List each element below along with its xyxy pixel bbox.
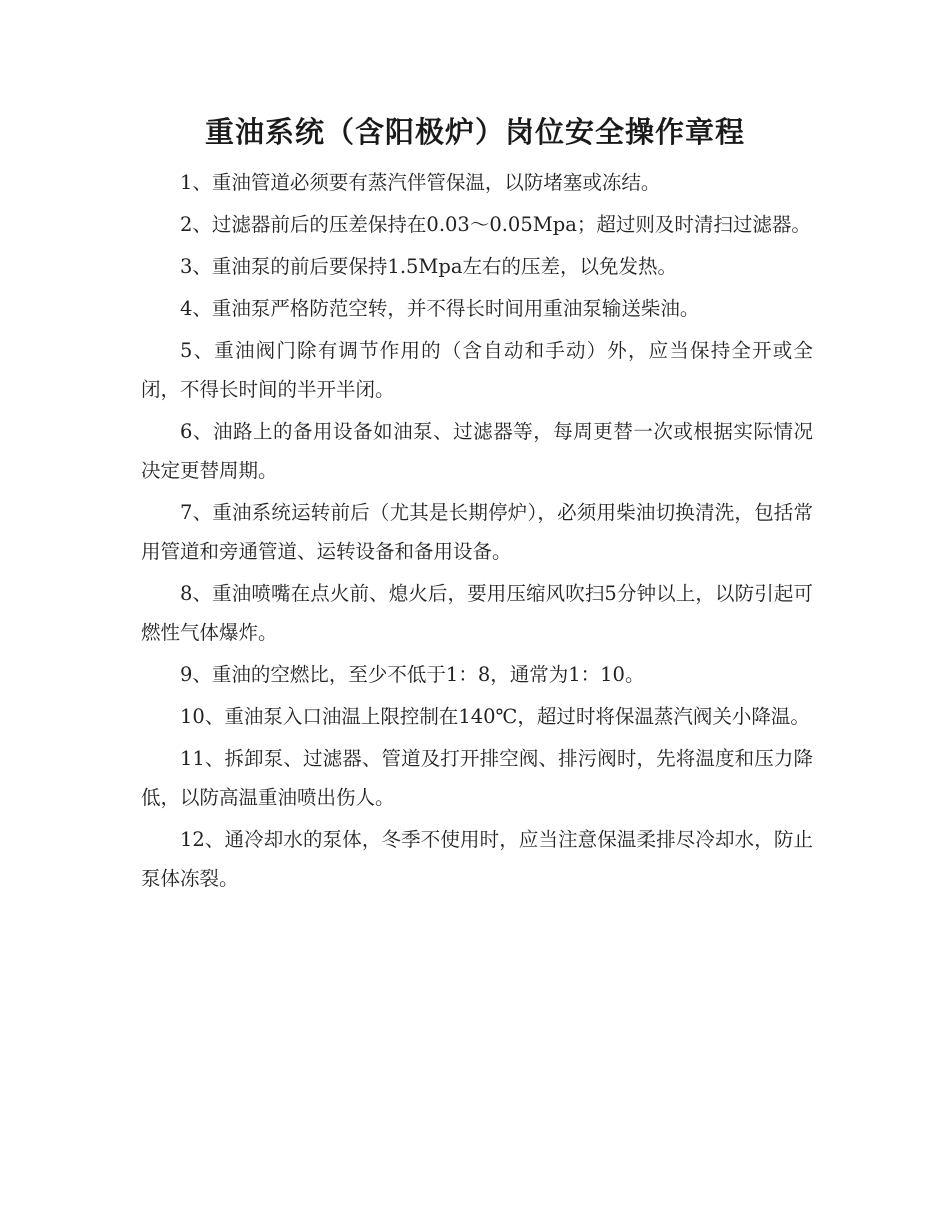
paragraph-8: 8、重油喷嘴在点火前、熄火后，要用压缩风吹扫5分钟以上，以防引起可燃性气体爆炸。 bbox=[141, 582, 813, 644]
document-title: 重油系统（含阳极炉）岗位安全操作章程 bbox=[204, 115, 745, 149]
paragraph-9: 9、重油的空燃比，至少不低于1：8，通常为1：10。 bbox=[180, 663, 645, 686]
paragraph-4: 4、重油泵严格防范空转，并不得长时间用重油泵输送柴油。 bbox=[180, 297, 700, 320]
paragraph-2: 2、过滤器前后的压差保持在0.03～0.05Mpa；超过则及时清扫过滤器。 bbox=[180, 213, 811, 236]
paragraph-3: 3、重油泵的前后要保持1.5Mpa左右的压差，以免发热。 bbox=[180, 255, 677, 278]
paragraph-6: 6、油路上的备用设备如油泵、过滤器等，每周更替一次或根据实际情况决定更替周期。 bbox=[141, 420, 813, 482]
paragraph-7: 7、重油系统运转前后（尤其是长期停炉），必须用柴油切换清洗，包括常用管道和旁通管道、运转设备和备用设备。 bbox=[141, 501, 813, 563]
paragraph-1: 1、重油管道必须要有蒸汽伴管保温，以防堵塞或冻结。 bbox=[180, 171, 661, 194]
paragraph-11: 11、拆卸泵、过滤器、管道及打开排空阀、排污阀时，先将温度和压力降低，以防高温重油喷出伤人。 bbox=[141, 747, 813, 809]
paragraph-10: 10、重油泵入口油温上限控制在140℃，超过时将保温蒸汽阀关小降温。 bbox=[180, 705, 810, 728]
paragraph-12: 12、通冷却水的泵体，冬季不使用时，应当注意保温柔排尽冷却水，防止泵体冻裂。 bbox=[141, 828, 813, 890]
paragraph-5: 5、重油阀门除有调节作用的（含自动和手动）外，应当保持全开或全闭，不得长时间的半开半闭。 bbox=[141, 339, 813, 401]
document-body bbox=[141, 163, 813, 901]
